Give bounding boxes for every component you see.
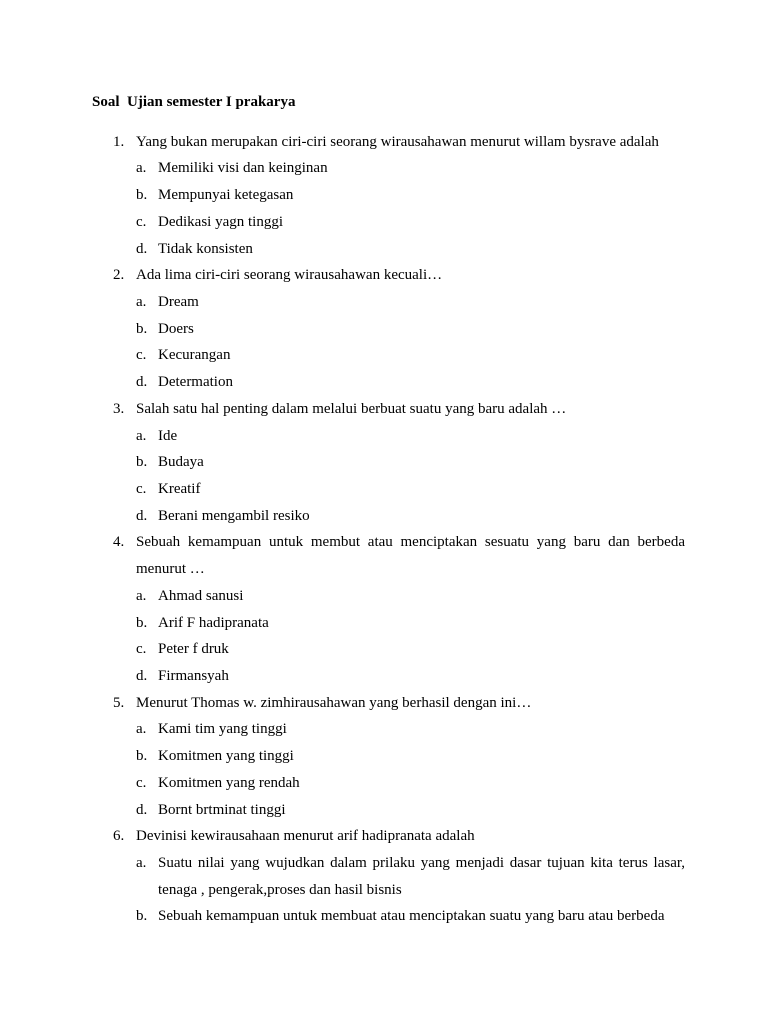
option-3b [0,449,768,476]
option-5b [0,743,768,770]
option-1c [0,209,768,236]
option-text: Arif F hadipranata [158,614,269,631]
option-text: Berani mengambil resiko [158,507,310,524]
option-text: Ahmad sanusi [158,587,244,604]
question-row [0,529,768,556]
option-text: Kreatif [158,480,201,497]
option-letter: d. [136,668,148,684]
option-letter: d. [136,374,148,391]
option-letter: b. [136,454,148,471]
option-letter: a. [136,855,147,872]
question-row [0,129,768,156]
option-letter: a. [136,293,147,310]
option-4b [0,610,768,637]
question-text: Ada lima ciri-ciri seorang wirausahawan kecuali… [136,267,443,284]
option-text: Tidak konsisten [158,240,253,257]
option-text: Mempunyai ketegasan [158,187,294,204]
question-text: Sebuah kemampuan untuk membut atau menciptakan sesuatu yang baru dan berbeda [136,534,685,551]
question-number: 1. [113,133,125,150]
option-2d [0,369,768,396]
option-text: Doers [158,320,194,337]
option-letter: b. [136,614,148,631]
option-6a [0,850,768,877]
option-letter: a. [136,160,147,177]
question-5 [0,690,768,824]
question-number: 2. [113,267,125,284]
option-3c [0,476,768,503]
option-text: Kecurangan [158,347,231,364]
option-letter: c. [136,641,147,658]
option-text: Peter f druk [158,641,229,658]
option-letter: a. [136,721,147,738]
question-text: Devinisi kewirausahaan menurut arif hadipranata adalah [136,828,475,845]
option-text: Ide [158,427,178,444]
question-text-continued: menurut … [136,561,205,578]
option-4c [0,636,768,663]
option-text: Sebuah kemampuan untuk membuat atau menciptakan suatu yang baru atau berbeda [158,908,665,925]
option-text: Suatu nilai yang wujudkan dalam prilaku yang menjadi dasar tujuan kita terus lasar, [158,855,685,872]
question-row [0,690,768,717]
option-text: Determation [158,374,233,391]
option-text-continued: tenaga , pengerak,proses dan hasil bisnis [158,881,402,898]
option-6a-continued [0,877,768,904]
question-text: Menurut Thomas w. zimhirausahawan yang berhasil dengan ini… [136,694,532,711]
option-text: Kami tim yang tinggi [158,721,287,738]
question-text: Salah satu hal penting dalam melalui berbuat suatu yang baru adalah … [136,400,567,417]
question-6 [0,823,768,930]
page-title: Soal Ujian semester I prakarya [92,93,296,110]
option-2c [0,342,768,369]
option-text: Bornt brtminat tinggi [158,801,286,818]
question-row-continued [0,556,768,583]
option-text: Firmansyah [158,668,229,684]
question-row [0,396,768,423]
option-letter: c. [136,213,147,230]
option-text: Komitmen yang tinggi [158,748,294,765]
option-text: Komitmen yang rendah [158,774,300,791]
question-text: Yang bukan merupakan ciri-ciri seorang wirausahawan menurut willam bysrave adalah [136,133,659,150]
option-text: Memiliki visi dan keinginan [158,160,328,177]
option-text: Dedikasi yagn tinggi [158,213,283,230]
option-letter: c. [136,480,147,497]
question-row [0,823,768,850]
question-row [0,262,768,289]
option-2b [0,316,768,343]
option-1b [0,182,768,209]
question-2 [0,262,768,396]
option-text: Budaya [158,454,204,471]
option-3a [0,423,768,450]
option-5c [0,770,768,797]
question-4 [0,529,768,689]
option-text: Dream [158,293,199,310]
option-letter: d. [136,240,148,257]
question-list [0,129,768,931]
option-5d [0,797,768,824]
option-letter: c. [136,347,147,364]
question-3 [0,396,768,530]
question-number: 5. [113,694,125,711]
question-number: 3. [113,400,125,417]
option-letter: b. [136,320,148,337]
option-letter: b. [136,187,148,204]
option-letter: c. [136,774,147,791]
option-1a [0,155,768,182]
option-letter: a. [136,587,147,604]
option-5a [0,716,768,743]
option-6b [0,903,768,930]
option-letter: b. [136,908,148,925]
option-letter: d. [136,801,148,818]
question-1 [0,129,768,263]
question-number: 6. [113,828,125,845]
option-1d [0,236,768,263]
question-number: 4. [113,534,125,551]
option-4d [0,663,768,690]
option-2a [0,289,768,316]
option-3d [0,503,768,530]
option-letter: a. [136,427,147,444]
option-4a [0,583,768,610]
option-letter: b. [136,748,148,765]
option-letter: d. [136,507,148,524]
